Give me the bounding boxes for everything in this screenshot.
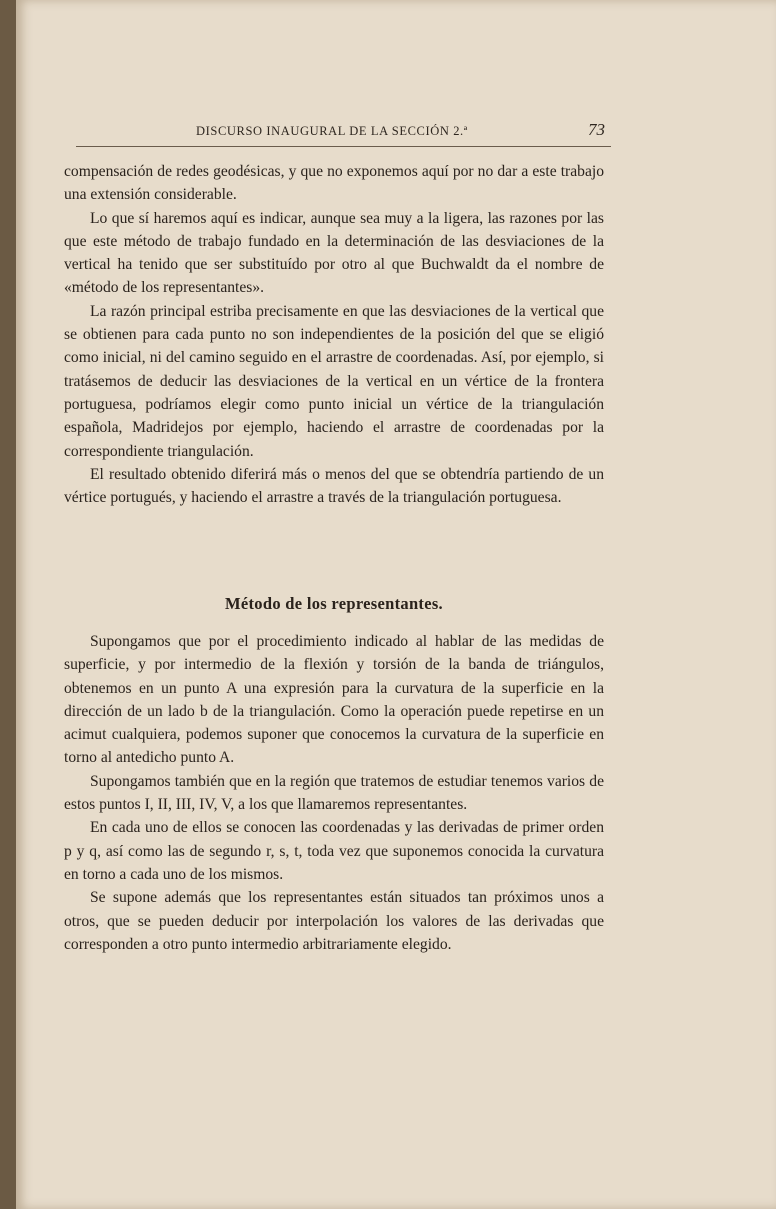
section-title: Método de los representantes. xyxy=(225,594,443,613)
book-page xyxy=(16,0,776,1209)
paragraph: Se supone además que los representantes están situados tan próximos unos a otros, que se pueden deducir por interpolación los valores de las derivadas que corresponden a otro punto intermedio arbitrariamente elegido. xyxy=(64,889,604,953)
body-text-top xyxy=(64,160,604,509)
paragraph: Supongamos que por el procedimiento indicado al hablar de las medidas de superficie, y por intermedio de la flexión y torsión de la banda de triángulos, obtenemos en un punto A una expresión para la curvatura de la superficie en la dirección de un lado b de la triangulación. Como la operación puede repetirse en un acimut cualquiera, podemos suponer que conocemos la curvatura de la superficie en torno al antedicho punto A. xyxy=(64,633,604,767)
paragraph: Supongamos también que en la región que tratemos de estudiar tenemos varios de estos puntos I, II, III, IV, V, a los que llamaremos representantes. xyxy=(64,772,604,814)
page-header xyxy=(76,120,611,147)
body-text-bottom xyxy=(64,630,604,956)
paragraph: compensación de redes geodésicas, y que no exponemos aquí por no dar a este trabajo una extensión considerable. xyxy=(64,163,604,204)
paragraph: En cada uno de ellos se conocen las coordenadas y las derivadas de primer orden p y q, así como las de segundo r, s, t, toda vez que suponemos conocida la curvatura en torno a cada uno de los mismos. xyxy=(64,819,604,883)
page-number: 73 xyxy=(588,120,605,139)
paragraph: El resultado obtenido diferirá más o menos del que se obtendría partiendo de un vértice portugués, y haciendo el arrastre a través de la triangulación portuguesa. xyxy=(64,465,604,507)
paragraph: La razón principal estriba precisamente en que las desviaciones de la vertical que se obtienen para cada punto no son independientes de la posición del que se eligió como inicial, ni del camino seguido en el arrastre de coordenadas. Así, por ejemplo, si tratásemos de deducir las desviaciones de la vertical en un vértice de la frontera portuguesa, podríamos elegir como punto inicial un vértice de la triangulación española, Madridejos por ejemplo, haciendo el arrastre de coordenadas por la correspondiente triangulación. xyxy=(64,302,604,460)
paragraph: Lo que sí haremos aquí es indicar, aunque sea muy a la ligera, las razones por las que este método de trabajo fundado en la determinación de las desviaciones de la vertical ha tenido que ser substituído por otro al que Buchwaldt da el nombre de «método de los representantes». xyxy=(64,209,604,297)
running-head: DISCURSO INAUGURAL DE LA SECCIÓN 2.ª xyxy=(196,124,468,138)
